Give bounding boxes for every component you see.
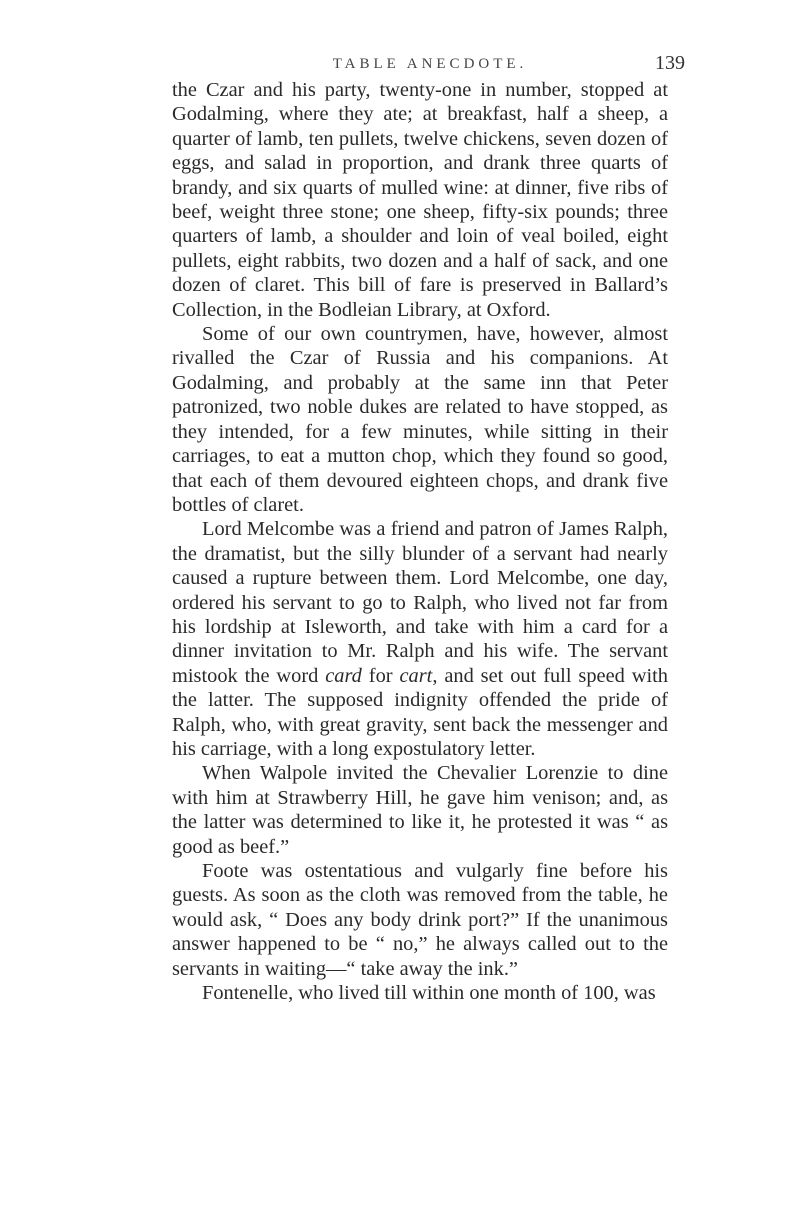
page-number: 139 bbox=[655, 52, 685, 74]
paragraph-czar-party: the Czar and his party, twenty-one in number, stopped at Godalming, where they ate; at breakfast, half a sheep, a quarter of lamb, ten pullets, twelve chickens, seven dozen of eggs, and salad in proportion, and drank three quarts of brandy, and six quarts of mulled wine: at dinner, five ribs of beef, weight three stone; one sheep, fifty-six pounds; three quarters of lamb, a shoulder and loin of veal boiled, eight pullets, eight rabbits, two dozen and a half of sack, and one dozen of claret. This bill of fare is preserved in Ballard’s Collection, in the Bodleian Library, at Oxford. bbox=[172, 79, 668, 321]
paragraph-lord-melcombe bbox=[172, 517, 668, 761]
running-head: TABLE ANECDOTE. bbox=[332, 56, 528, 72]
word-cart: cart bbox=[399, 664, 433, 687]
melcombe-text-part-3: , and set out full speed with the latter. The supposed indignity offended the pride of Ralph, who, with great gravity, sent back the messenger and his carriage, with a long expostulatory letter. bbox=[172, 664, 668, 760]
paragraph-noble-dukes: Some of our own countrymen, have, however, almost rivalled the Czar of Russia and his companions. At Godalming, and probably at the same inn that Peter patronized, two noble dukes are related to have stopped, as they intended, for a few minutes, while sitting in their carriages, to eat a mutton chop, which they found so good, that each of them devoured eighteen chops, and drank five bottles of claret. bbox=[172, 323, 668, 516]
melcombe-text-part-2: for bbox=[361, 664, 400, 687]
paragraph-walpole: When Walpole invited the Chevalier Lorenzie to dine with him at Strawberry Hill, he gave him venison; and, as the latter was determined to like it, he protested it was “ as good as beef.” bbox=[172, 762, 668, 858]
word-card: card bbox=[325, 664, 362, 687]
paragraph-fontenelle: Fontenelle, who lived till within one month of 100, was bbox=[202, 982, 656, 1005]
melcombe-text-part-1: Lord Melcombe was a friend and patron of James Ralph, the dramatist, but the silly blunder of a servant had nearly caused a rupture between them. Lord Melcombe, one day, ordered his servant to go to Ralph, who lived not far from his lordship at Isleworth, and take with him a card for a dinner invitation to Mr. Ralph and his wife. The servant mistook the word bbox=[172, 518, 668, 687]
paragraph-foote: Foote was ostentatious and vulgarly fine before his guests. As soon as the cloth was removed from the table, he would ask, “ Does any body drink port?” If the unanimous answer happened to be “ no,” he always called out to the servants in waiting—“ take away the ink.” bbox=[172, 860, 668, 980]
body-text bbox=[172, 78, 668, 1005]
